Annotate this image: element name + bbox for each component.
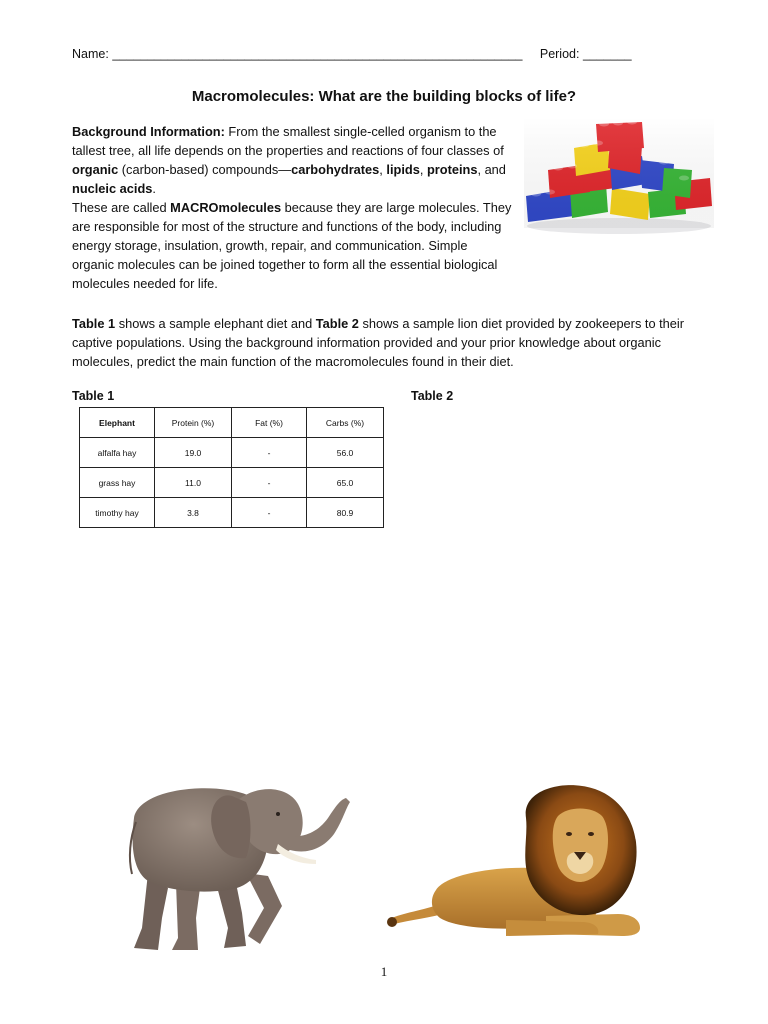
term-carbohydrates: carbohydrates [291,162,380,177]
term-lipids: lipids [386,162,420,177]
page-number: 1 [380,964,388,979]
background-intro: From the smallest single-celled organism to the tallest tree, all life depends on the properties and reactions of four classes of [72,124,504,158]
instr-b: shows a sample lion diet provided by zookeepers to their captive populations. Using the background information provided and your prior knowledge about organic molecules, predict the main function of the macromolecules found in their diet. [72,316,685,369]
name-blank[interactable]: ___________________________________________________________ [112,47,523,61]
table-cell: - [232,498,307,528]
name-label: Name: [72,47,109,61]
elephant-diet-table [79,407,384,528]
table-cell: 80.9 [307,498,384,528]
elephant-image [128,778,356,954]
instructions-paragraph [72,314,687,371]
sep: . [152,181,156,196]
lion-image [386,782,662,942]
ref-table-1: Table 1 [72,316,116,331]
table-cell: 3.8 [155,498,232,528]
table-row [80,498,384,528]
header-line [72,47,632,61]
p2-rest: because they are large molecules. They are responsible for most of the structure and functions of the body, including energy storage, insulation, growth, repair, and communication. Simple organic molecules can be joined together to form all the essential biological molecules needed for life. [72,200,512,291]
table-cell: 65.0 [307,468,384,498]
sep: , and [477,162,506,177]
sep: , [419,162,427,177]
table-cell: alfalfa hay [80,438,155,468]
term-nucleic-acids: nucleic acids [72,181,153,196]
macromolecules-paragraph [72,198,512,293]
table-cell: timothy hay [80,498,155,528]
col-header: Elephant [80,408,155,438]
table-2-label: Table 2 [411,389,454,403]
period-label: Period: [539,47,580,61]
term-organic: organic [72,162,119,177]
table-header-row [80,408,384,438]
col-header: Protein (%) [155,408,232,438]
table-cell: 11.0 [155,468,232,498]
table-cell: - [232,438,307,468]
table-cell: - [232,468,307,498]
col-header: Fat (%) [232,408,307,438]
period-blank[interactable]: _______ [582,47,632,61]
sep: , [379,162,387,177]
table-1-label: Table 1 [72,389,115,403]
table-row [80,468,384,498]
table-cell: 19.0 [155,438,232,468]
background-paragraph [72,122,512,198]
lego-blocks-image [524,118,714,236]
term-proteins: proteins [426,162,478,177]
instr-a: shows a sample elephant diet and [115,316,316,331]
page-title: Macromolecules: What are the building blocks of life? [191,88,577,105]
col-header: Carbs (%) [307,408,384,438]
background-label: Background Information: [72,124,225,139]
table-cell: grass hay [80,468,155,498]
ref-table-2: Table 2 [315,316,359,331]
table-row [80,438,384,468]
term-macromolecules: MACROmolecules [170,200,282,215]
p2-start: These are called [72,200,171,215]
background-mid: (carbon-based) compounds— [118,162,292,177]
table-cell: 56.0 [307,438,384,468]
